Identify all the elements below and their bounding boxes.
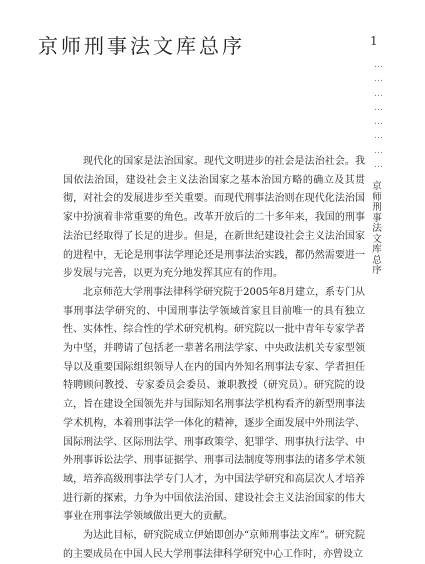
page-number: 1 — [370, 34, 378, 48]
dot-leader: … — [374, 102, 382, 113]
paragraph: 现代化的国家是法治国家。现代文明进步的社会是法治社会。我国依法治国，建设社会主义法治国家之基本治国方略的确立及其贯彻，对社会的发展进步至关重要。而现代刑事法治则在现代化法治国家中扮演着非常重要的角色。改革开放后的二十多年来，我国的刑事法治已经取得了长足的进步。但是，在新世纪建设社会主义法治国家的进程中，无论是刑事法学理论还是刑事法治实践，都仍然需要进一步发展与完善，以更为充分地发挥其应有的作用。 — [63, 156, 365, 280]
paragraph: 为达此目标，研究院成立伊始即创办“京师刑事法文库”。研究院的主要成员在中国人民大学刑事法律科学研究中心工作时，亦曾设立 — [63, 530, 365, 560]
paragraph: 北京师范大学刑事法律科学研究院于2005年8月建立，系专门从事刑事法学研究的、中国刑事法学领域首家且目前唯一的具有独立性、实体性、综合性的学术研究机构。研究院以一批中青年专家学者为中坚，并聘请了包括老一辈著名刑法学家、中央政法机关专家型领导以及重要国际组织领导人在内的国内外知名刑事法专家、学者担任特聘顾问教授、专家委员会委员、兼职教授（研究员）。研究院的设立，旨在建设全国领先并与国际知名刑事法学机构看齐的新型刑事法学术机构，本着刑事法学一体化的精神，逐步全面发展中外刑法学、国际刑法学、区际刑法学、刑事政策学、犯罪学、刑事执行法学、中外刑事诉讼法学、刑事证据学、刑事司法制度等刑事法的诸多学术领域，培养高级刑事法学专门人才，为中国法学研究和高层次人才培养进行新的探索，力争为中国依法治国、建设社会主义法治国家的伟大事业在刑事法学领域做出更大的贡献。 — [63, 286, 365, 523]
side-dot-leaders — [374, 58, 382, 172]
dot-leader: … — [374, 88, 382, 99]
page-title: 京师刑事法文库总序 — [38, 34, 245, 58]
dot-leader: … — [374, 60, 382, 70]
dot-leader: … — [374, 117, 382, 128]
body-text — [63, 153, 365, 564]
dot-leader: … — [374, 145, 382, 156]
dot-leader: … — [374, 131, 382, 142]
dot-leader: … — [374, 160, 382, 171]
running-header-vertical: 京师刑事法文库总序 — [372, 181, 382, 276]
dot-leader: … — [374, 74, 382, 85]
